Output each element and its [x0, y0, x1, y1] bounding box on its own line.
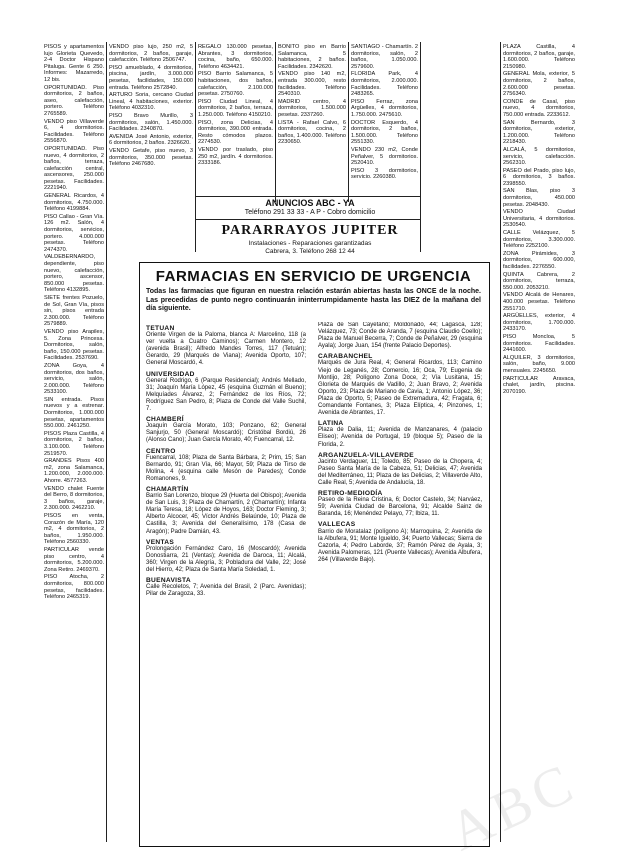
- classified-ad: BONITO piso en Barrio Salamanca, 5 habitaciones, 2 baños. Facilidades. 2342620.: [278, 44, 346, 70]
- classified-ad: CONDE de Casal, piso nuevo, 4 dormitorios, 750.000 entrada. 2233612.: [503, 98, 575, 118]
- farmacias-intro: Todas las farmacias que figuran en nuestra relación estarán abiertas hasta las ONCE de la noche. Las precedidas de punto negro continuarán ininterrumpidamente hasta las DIEZ de la mañana del día siguiente.: [146, 288, 481, 312]
- district-heading: LATINA: [318, 420, 344, 428]
- pararrayos-line-1: Instalaciones - Reparaciones garantizadas: [248, 240, 372, 247]
- abc-watermark: ABC: [439, 750, 587, 864]
- classified-ad: FLORIDA Park, 4 dormitorios, 2.000.000. Facilidades. Teléfono 2483265.: [351, 71, 418, 98]
- pharmacy-list: Jacinto Verdaguer, 11; Toledo, 85; Paseo de la Chopera, 4; Paseo Santa María de la Cabeza, 51; Delicias, 47; Avenida del Mediterráneo, 11; Plaza de las Delicias, 2; Villaverde Alto, Calle Real, 5; Avenida de Andalucía, 18.: [318, 458, 482, 486]
- classified-ad: PISO Ciudad Lineal, 4 dormitorios, 2 baños, terraza, 1.250.000. Teléfono 4150210.: [198, 98, 273, 118]
- anuncios-subtitle: Teléfono 291 33 33 - A P - Cobro domicilio: [244, 209, 376, 216]
- farmacias-right-column: [318, 322, 482, 840]
- classified-ad: ALCALÁ, 5 dormitorios, servicio, calefacción. 2562310.: [503, 146, 575, 167]
- classified-ad: SAN Blas, piso 3 dormitorios, 450.000 pesetas. 2048430.: [503, 188, 575, 208]
- classified-ad: VENDO piso lujo, 250 m2, 5 dormitorios, 2 baños, garaje, calefacción. Teléfono 2506747.: [109, 44, 193, 64]
- classified-ad: ARTURO Soria, cercano Ciudad Lineal, 4 habitaciones, exterior. Teléfono 4032310.: [109, 92, 193, 112]
- classified-ad: ZONA Goya, 4 dormitorios, dos baños, servicio, salón, 2.000.000. Teléfono 2533100.: [44, 362, 104, 396]
- classified-ad: GENERAL Mola, exterior, 5 dormitorios, 2 baños, 2.600.000 pesetas. 2756340.: [503, 71, 575, 98]
- pararrayos-line-2: Cabrera, 3. Teléfono 268 12 44: [265, 248, 355, 255]
- classified-ad: ZONA Pirámides, 3 dormitorios, 600.000, facilidades. 2276550.: [503, 250, 575, 270]
- classified-ad: VENDO chalet Fuente del Berro, 8 dormitorios, 3 baños, garaje, 2.300.000. 2462210.: [44, 485, 104, 512]
- pharmacy-list: General Rodrigo, 6 (Parque Residencial); Andrés Mellado, 31; Joaquín María López, 45 (esquina Guzmán el Bueno); Melquíades Álvarez, 2; Fernández de los Ríos, 72; Rodríguez San Pedro, 8; Plaza de Conde del Valle Suchil, 7.: [146, 377, 306, 413]
- classified-column-1: [44, 44, 104, 844]
- pharmacy-list: Oriente Virgen de la Paloma, blanca A: Marcelino, 118 (a ver vuelta a Cuatro Caminos); Carmen Montero, 12 (avenida Brasil); Alfredo Mandes Torres, 117 (Tetuán); Gerardo, 29 (Marqués de Viana); Avenida Oporto, 107; General Moscardó, 4.: [146, 332, 306, 367]
- pharmacy-list: Barrio de Moratalaz (polígono A); Marroquina, 2; Avenida de la Albufera, 91; Monte Igueldo, 34; Puerto Vallecas; Sierra de Cazorla, 4; Pedro Laborde, 37; Ramón Pérez de Ayala, 3; Avenida Palomeras, 121 (Puente Vallecas); Avenida Albufera, 264 (Villaverde Bajo).: [318, 528, 482, 563]
- district-heading: UNIVERSIDAD: [146, 370, 195, 378]
- classified-ad: PISO Barrio Salamanca, 5 habitaciones, dos baños, calefacción, 2.100.000 pesetas. 2750760.: [198, 71, 273, 98]
- classified-ad: PISO Bravo Murillo, 3 dormitorios, salón, 1.450.000. Facilidades. 2340870.: [109, 112, 193, 133]
- district-heading: RETIRO-MEDIODÍA: [318, 490, 383, 498]
- district-heading: VENTAS: [146, 538, 175, 546]
- divider: [196, 219, 421, 220]
- pharmacy-list: Fuencarral, 108; Plaza de Santa Bárbara, 2; Prim, 15; San Bernardo, 91; Gran Vía, 66; Mayor, 59; Plaza de Tirso de Molina, 4 (esquina calle Mesón de Paredes); Conde Romanones, 9.: [146, 454, 306, 482]
- classified-ad: GRANDES Pisos 400 m2, zona Salamanca, 1.200.000, 2.000.000. Ahorre. 4577263.: [44, 458, 104, 484]
- pharmacy-list: Barrio San Lorenzo, bloque 29 (Huerta del Obispo); Avenida de San Luis, 3; Plaza de Chamartín, 2 (Chamartín); Infanta María Teresa, 18; López de Hoyos, 163; Doctor Fleming, 3; Alberto Alcocer, 45; Víctor Andrés Belaúnde, 10; Plaza de Castilla, 3; Avenida del Generalísimo, 178 (Casa de Aragón); Padre Damián, 43.: [146, 493, 306, 535]
- classified-column-3: [198, 44, 273, 194]
- classified-ad: PISO Ferraz, zona Argüelles, 4 dormitorios, 1.750.000. 2475610.: [351, 98, 418, 118]
- classified-ad: PISOS Plaza Castilla, 4 dormitorios, 2 baños, 3.100.000. Teléfono 2519570.: [44, 430, 104, 457]
- classified-ad: MADRID centro, 4 dormitorios, 1.500.000 pesetas. 2337260.: [278, 98, 346, 118]
- pharmacy-list: Joaquín García Morato, 103; Ponzano, 62; General Sanjurjo, 50 (General Moscardó); Cristóbal Bordiú, 26 (Alonso Cano); Juan García Morato, 40; Fuencarral, 12.: [146, 423, 306, 444]
- classified-ad: SIETE frentes Pozuelo, de Sol, Gran Vía, pisos sin, pisos entrada 2.300.000. Teléfono 2579889.: [44, 294, 104, 328]
- farmacias-title: FARMACIAS EN SERVICIO DE URGENCIA: [155, 268, 472, 285]
- classified-ad: SANTIAGO - Chamartín. 2 dormitorios, salón, 2 baños, 1.050.000. 2579600.: [351, 44, 418, 70]
- classified-ad: OPORTUNIDAD. Piso nuevo, 4 dormitorios, 2 baños, terraza, calefacción central, ascensores, 250.000 pesetas. Facilidades. 2221940.: [44, 145, 104, 192]
- pharmacy-list: Plaza de Dalia, 11; Avenida de Manzanares, 4 (palacio Eliseo); Avenida de Portugal, 19 (bloque 5); Paseo de la Florida, 2.: [318, 427, 482, 448]
- farmacias-left-column: [146, 322, 306, 840]
- pharmacy-list: Plaza de San Cayetano; Moldonado, 44; Lagasca, 128; Velázquez, 73; Conde de Aranda, 7 (esquina Claudio Coello); Plaza de Manuel Becerra, 7; Conde de Peñalver, 29 (esquina Ayala); Jorge Juan, 154 (frente Palacio Deportes).: [318, 322, 482, 350]
- classified-ad: VENDO Ciudad Universitaria, 4 dormitorios. 2530540.: [503, 209, 575, 229]
- classified-ad: SAN Bernardo, 3 dormitorios, exterior, 1.200.000. Teléfono 2218430.: [503, 119, 575, 146]
- classified-ad: DOCTOR Esquerdo, 4 dormitorios, 2 baños, 1.500.000. Teléfono 2551330.: [351, 119, 418, 146]
- pharmacy-list: Paseo de la Reina Cristina, 6; Doctor Castelo, 34; Narváez, 59; Avenida Ciudad de Barcelona, 91; Alcalde Sainz de Baranda, 16; Menéndez Pelayo, 77; Ibiza, 11.: [318, 497, 482, 518]
- district-heading: ARGANZUELA-VILLAVERDE: [318, 451, 414, 459]
- classified-ad: REGALO 130.000 pesetas, Abrantes, 3 dormitorios, cocina, baño, 650.000. Teléfono 4634421.: [198, 44, 273, 70]
- column-rule: [195, 42, 196, 252]
- classified-column-6: [503, 44, 575, 844]
- classified-ad: VENDO piso Villaverde 6, 4 dormitorios. Facilidades. Teléfono 2556870.: [44, 118, 104, 145]
- classified-ad: VENDO Alcalá de Henares, 400.000 pesetas. Teléfono 2551710.: [503, 292, 575, 312]
- classified-ad: LISTA - Rafael Calvo, 6 dormitorios, cocina, 2 baños, 1.400.000. Teléfono 2230650.: [278, 119, 346, 146]
- column-rule: [420, 42, 421, 252]
- classified-column-2: [109, 44, 193, 256]
- classified-ad: PISO, zona Delicias, 4 dormitorios, 390.000 entrada. Resto cómodos plazos. 2274530.: [198, 119, 273, 146]
- classified-ad: VENDO Getafe, piso nuevo, 3 dormitorios, 350.000 pesetas. Teléfono 2467680.: [109, 147, 193, 168]
- pararrayos-title: PARARRAYOS JUPITER: [221, 223, 399, 238]
- classified-ad: PISO Atocha, 2 dormitorios, 800.000 pesetas, facilidades. Teléfono 2465319.: [44, 574, 104, 601]
- classified-ad: PISOS y apartamentos lujo Glorieta Quevedo, 2-4 Doctor Hispano Pitaluga. Gente 6 250. Informes: Mazarredo, 12 bis.: [44, 44, 104, 83]
- column-rule: [348, 42, 349, 202]
- pharmacy-list: Prolongación Fernández Caro, 16 (Moscardó); Avenida Donostiarra, 21 (Ventas); Avenida de Daroca, 11; Alcalá, 360; Virgen de la Alegría, 3; Pobladura del Valle, 22; José del Hierro, 42; Plaza de Santa María Soledad, 1.: [146, 545, 306, 573]
- classified-ad: PLAZA Castilla, 4 dormitorios, 2 baños, garaje, 1.600.000. Teléfono 2150980.: [503, 44, 575, 70]
- classified-ad: VENDO 230 m2, Conde Peñalver, 5 dormitorios. 2520410.: [351, 146, 418, 167]
- classified-ad: PISOS en venta, Corazón de María, 120 m2, 4 dormitorios, 2 baños, 1.950.000. Teléfono 2560330.: [44, 512, 104, 546]
- district-heading: CHAMBERÍ: [146, 416, 184, 424]
- anuncios-title: ANUNCIOS ABC - YA: [265, 198, 355, 208]
- classified-ad: OPORTUNIDAD. Piso dormitorios, 2 baños, aseo, calefacción, portero. Teléfono 2765589.: [44, 84, 104, 117]
- classified-ad: PISO Callao - Gran Vía. 126 m2. Salón, 4 dormitorios, servicios, portero. 4.000.000 pesetas. Teléfono 2474370.: [44, 213, 104, 253]
- classified-ad: PISO Moncloa, 5 dormitorios. Facilidades. 2441600.: [503, 333, 575, 354]
- column-rule: [500, 42, 501, 842]
- classified-ad: PISO amueblado, 4 dormitorios, piscina, jardín, 3.000.000 pesetas, facilidades, 150.000 entrada. Teléfono 2572840.: [109, 64, 193, 91]
- column-rule: [106, 42, 107, 842]
- classified-ad: QUINTA Cabrera, 2 dormitorios, terraza, 550.000. 2053210.: [503, 271, 575, 291]
- district-heading: VALLECAS: [318, 521, 356, 529]
- district-heading: CARABANCHEL: [318, 353, 373, 361]
- classified-ad: PARTICULAR Aravaca, chalet, jardín, piscina. 2070190.: [503, 375, 575, 395]
- classified-ad: VALDEBERNARDO, dependiente, piso nuevo, calefacción, portero, ascensor, 850.000 pesetas. Teléfono 4132895.: [44, 254, 104, 294]
- classified-ad: CALLE Velázquez, 5 dormitorios, 3.300.000. Teléfono 2252100.: [503, 230, 575, 250]
- classified-ad: ALQUILER, 3 dormitorios, salón, baño, 9.000 mensuales. 2245650.: [503, 354, 575, 374]
- district-heading: CENTRO: [146, 447, 176, 455]
- classified-ad: VENDO piso Arapiles, 5. Zona Princesa. Dormitorios, salón, baño, 150.000 pesetas. Facilidades. 2537690.: [44, 328, 104, 362]
- district-heading: TETUAN: [146, 325, 175, 332]
- classified-ad: PISO 3 dormitorios, servicio. 2260380.: [351, 167, 418, 181]
- divider: [196, 196, 421, 197]
- classified-ad: VENDO piso 140 m2, entrada 300.000, resto facilidades. Teléfono 2540310.: [278, 71, 346, 98]
- classified-ad: PASEO del Prado, piso lujo, 6 dormitorios, 3 baños. 2398550.: [503, 167, 575, 187]
- district-heading: BUENAVISTA: [146, 577, 191, 585]
- classified-ad: SIN entrada. Pisos nuevos y a estrenar. Dormitorios, 1.000.000 pesetas, apartamentos 550.000. 2461250.: [44, 396, 104, 430]
- classified-ad: GENERAL Ricardos, 4 dormitorios, 4.750.000. Teléfono 4199884.: [44, 193, 104, 213]
- district-heading: CHAMARTÍN: [146, 485, 189, 493]
- classified-ad: PARTICULAR vende piso centro, 4 dormitorios, 5.200.000. Zona Retiro. 2469370.: [44, 546, 104, 573]
- pharmacy-list: Marqués de Jura Real, 4; General Ricardos, 113; Camino Viejo de Leganés, 28; Comercio, 16; Oca, 79; Eugenia de Montijo, 28; Polígono Zona Doce, 2; Vía Lusitana, 15; Glorieta de Marqués de Vadillo, 2; Juan Bravo, 2; Avenida Oporto, 23; Plaza de Mariano de Cavia, 1; Antonio López, 36; Plaza de Oporto, 5; Paseo de Extremadura, 42; Fragata, 6; Comandante Fontanes, 3; Plaza Elíptica, 4; Pinzones, 1; Avenida de Abrantes, 17.: [318, 360, 482, 417]
- column-rule: [275, 42, 276, 202]
- classified-ad: ARGÜELLES, exterior, 4 dormitorios, 1.700.000. 2433170.: [503, 313, 575, 333]
- pharmacy-list: Calle Recoletos, 7; Avenida del Brasil, 2 (Parc. Avenidas); Pilar de Zaragoza, 33.: [146, 584, 306, 598]
- classified-ad: VENDO por traslado, piso 250 m2, jardín. 4 dormitorios. 2333186.: [198, 146, 273, 167]
- classified-ad: AVENIDA José Antonio, exterior, 6 dormitorios, 2 baños. 2326620.: [109, 133, 193, 147]
- classified-column-4: [278, 44, 346, 194]
